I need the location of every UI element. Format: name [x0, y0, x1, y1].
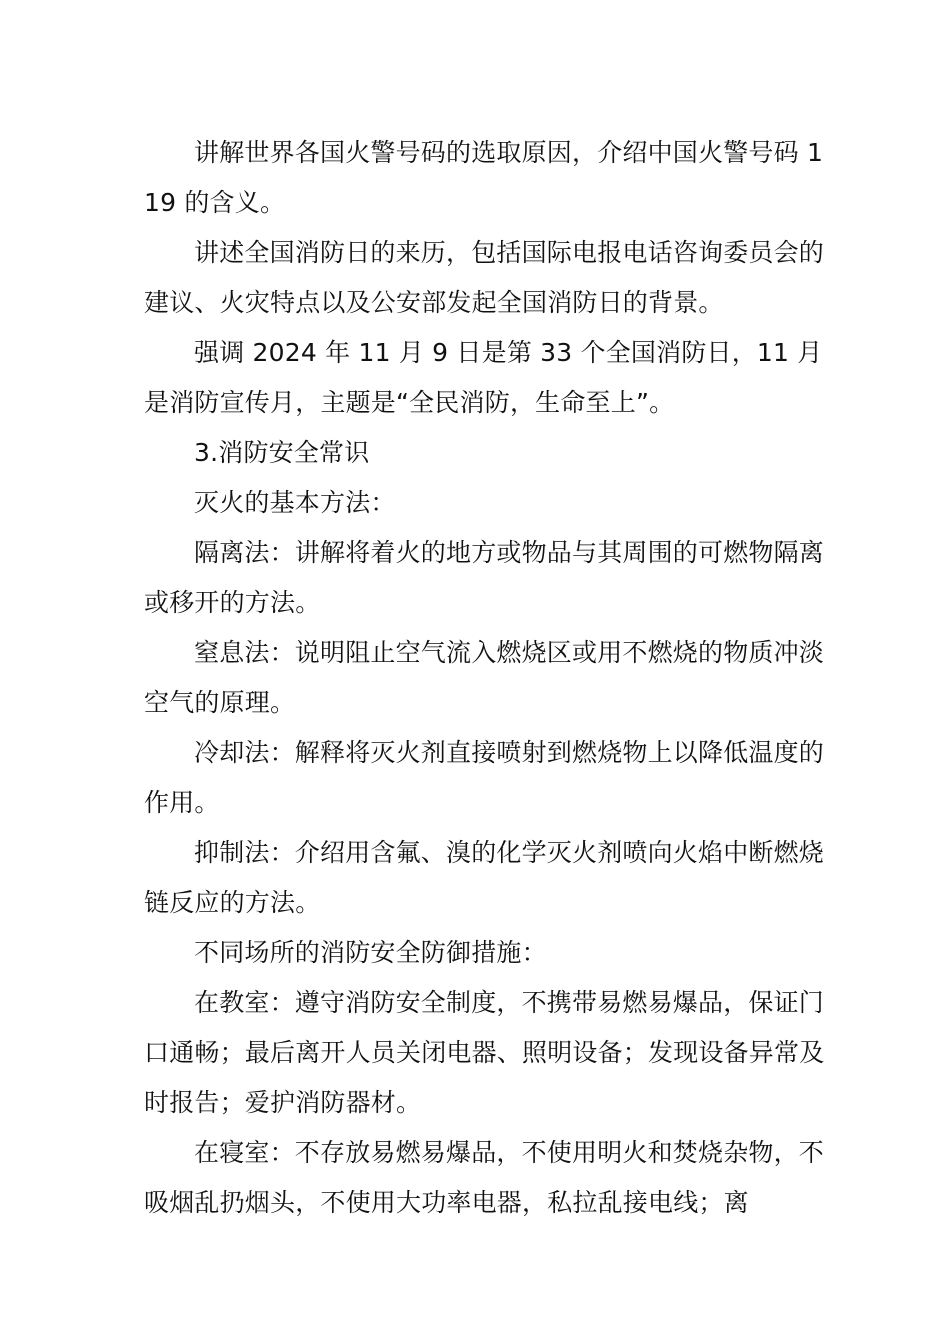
paragraph-classroom-measures: 在教室：遵守消防安全制度，不携带易燃易爆品，保证门口通畅；最后离开人员关闭电器、照明设备；发现设备异常及时报告；爱护消防器材。: [144, 988, 825, 1117]
paragraph-suppression-method: 抑制法：介绍用含氟、溴的化学灭火剂喷向火焰中断燃烧链反应的方法。: [144, 838, 825, 917]
paragraph-fire-alarm-numbers: 讲解世界各国火警号码的选取原因，介绍中国火警号码 119 的含义。: [144, 138, 824, 217]
paragraph-isolation-method: 隔离法：讲解将着火的地方或物品与其周围的可燃物隔离或移开的方法。: [144, 538, 825, 617]
section-heading-fire-safety-knowledge: 3.消防安全常识: [194, 438, 370, 467]
document-body: [144, 128, 834, 1228]
paragraph-fire-day-history: 讲述全国消防日的来历，包括国际电报电话咨询委员会的建议、火灾特点以及公安部发起全国消防日的背景。: [144, 238, 825, 317]
paragraph-dormitory-measures: 在寝室：不存放易燃易爆品，不使用明火和焚烧杂物，不吸烟乱扔烟头，不使用大功率电器，私拉乱接电线；离: [144, 1138, 825, 1217]
paragraph-suffocation-method: 窒息法：说明阻止空气流入燃烧区或用不燃烧的物质冲淡空气的原理。: [144, 638, 825, 717]
paragraph-cooling-method: 冷却法：解释将灭火剂直接喷射到燃烧物上以降低温度的作用。: [144, 738, 825, 817]
subheading-extinguishing-methods: 灭火的基本方法：: [194, 488, 396, 517]
subheading-place-measures: 不同场所的消防安全防御措施：: [194, 938, 547, 967]
paragraph-fire-day-2024: 强调 2024 年 11 月 9 日是第 33 个全国消防日，11 月是消防宣传月，主题是“全民消防，生命至上”。: [144, 338, 823, 417]
